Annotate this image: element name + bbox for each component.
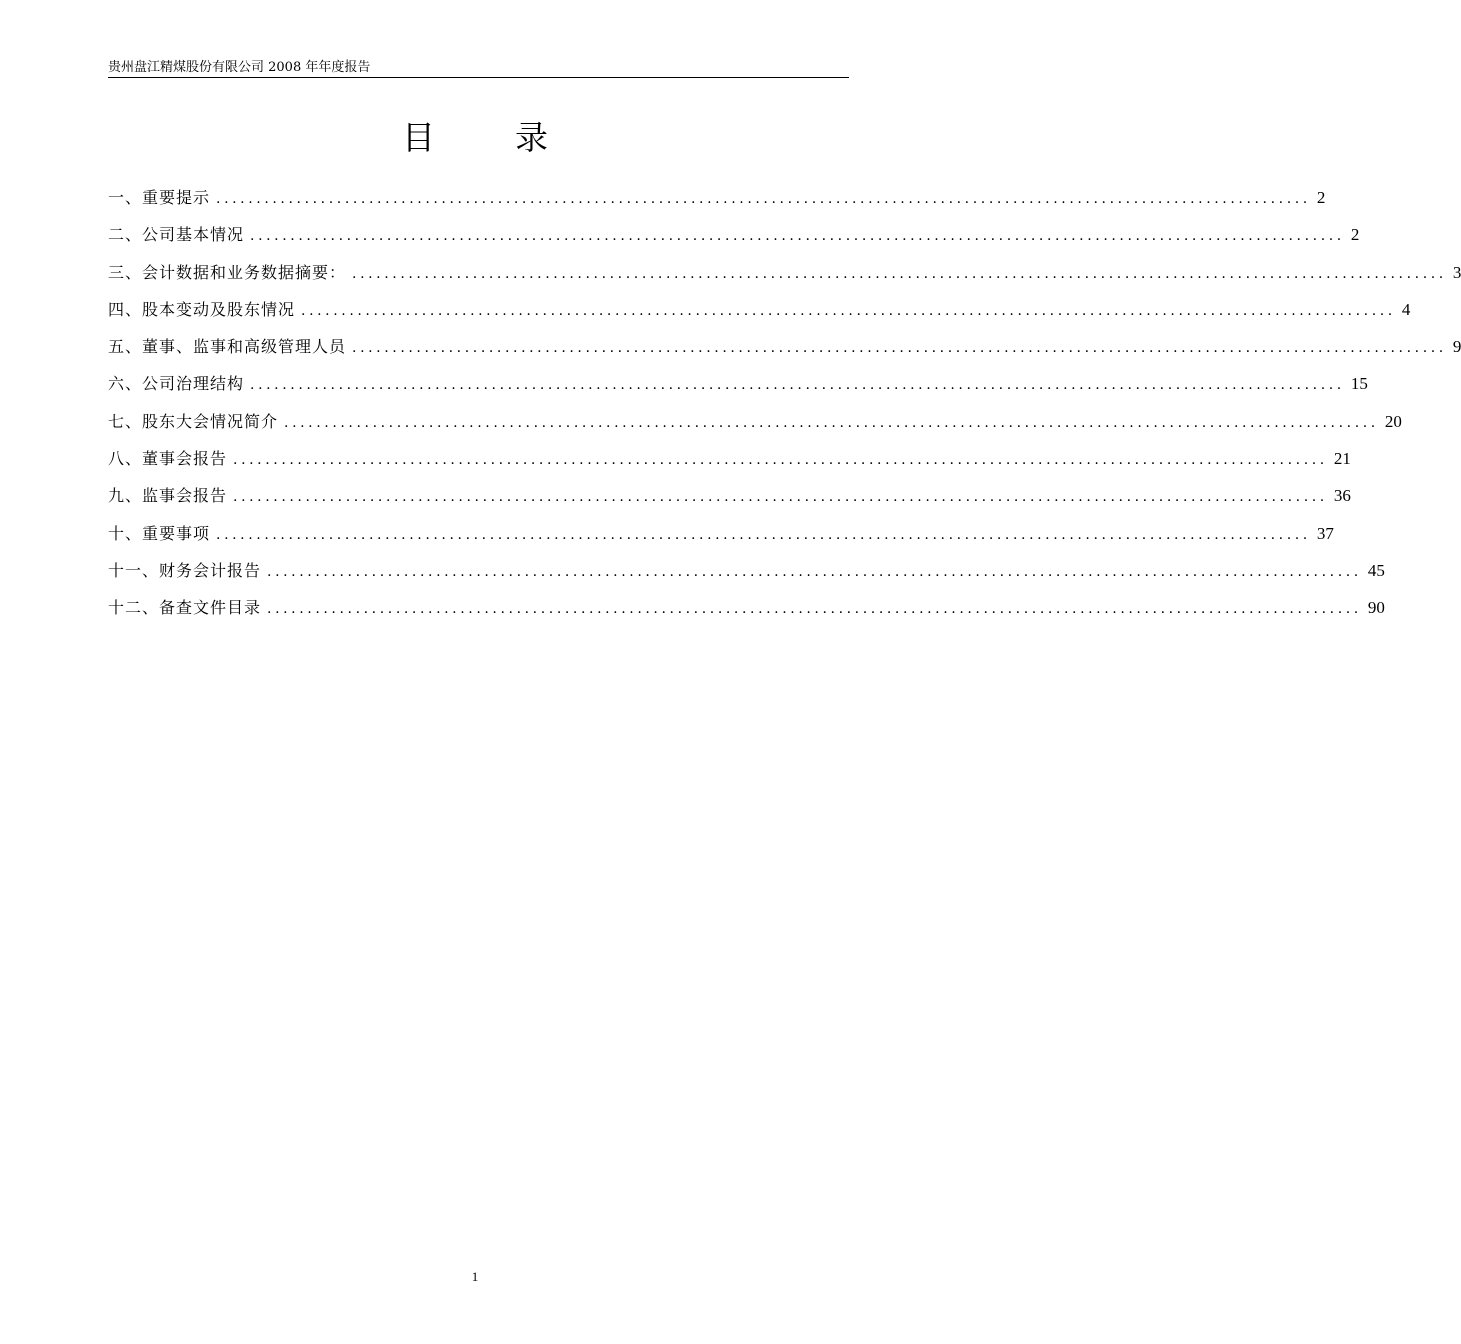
toc-leader-dots: ........................................................................................................................................: [352, 340, 1447, 357]
toc-entry-page: 45: [1367, 560, 1385, 580]
toc-entry-page: 90: [1367, 598, 1385, 618]
toc-entry-page: 15: [1350, 374, 1368, 394]
toc-entry-page: 2: [1316, 188, 1326, 207]
toc-leader-dots: ........................................................................................................................................: [250, 228, 1345, 245]
toc-entry[interactable]: [108, 552, 1385, 589]
document-header: 贵州盘江精煤股份有限公司 2008 年年度报告: [108, 60, 371, 75]
toc-entry-label: 四、股本变动及股东情况: [108, 299, 296, 319]
toc-entry[interactable]: [108, 515, 1334, 552]
toc-title: 目录: [402, 118, 628, 157]
toc-leader-dots: ........................................................................................................................................: [352, 265, 1447, 282]
toc-leader-dots: ........................................................................................................................................: [301, 302, 1396, 319]
toc-entry-page: 37: [1316, 523, 1334, 543]
toc-entry-label: 十、重要事项: [108, 523, 211, 543]
header-divider: [108, 77, 849, 78]
toc-entry-page: 3: [1452, 262, 1461, 282]
toc-entry-page: 4: [1401, 299, 1411, 319]
toc-leader-dots: ........................................................................................................................................: [233, 452, 1328, 469]
toc-entry-page: 20: [1384, 411, 1402, 431]
toc-entry[interactable]: [108, 254, 1461, 291]
toc-leader-dots: ........................................................................................................................................: [216, 526, 1311, 543]
toc-leader-dots: ........................................................................................................................................: [233, 489, 1328, 506]
toc-entry-label: 八、董事会报告: [108, 449, 228, 469]
toc-entry-label: 三、会计数据和业务数据摘要：: [108, 262, 347, 282]
toc-entry[interactable]: [108, 477, 1351, 514]
toc-entry-label: 七、股东大会情况简介: [108, 411, 279, 431]
toc-entry-page: 21: [1333, 449, 1351, 469]
toc-entry-page: 2: [1350, 225, 1360, 245]
toc-entry[interactable]: [108, 179, 1326, 216]
toc-entry-label: 十二、备查文件目录: [108, 598, 262, 618]
toc-entry[interactable]: [108, 403, 1402, 440]
toc-entry-label: 六、公司治理结构: [108, 374, 245, 394]
toc-entry-label: 一、重要提示: [108, 188, 211, 207]
toc-entry-page: 36: [1333, 486, 1351, 506]
table-of-contents: [108, 179, 1461, 627]
toc-leader-dots: ........................................................................................................................................: [216, 191, 1311, 207]
toc-entry[interactable]: [108, 440, 1351, 477]
toc-leader-dots: ........................................................................................................................................: [284, 414, 1379, 431]
toc-entry-page: 9: [1452, 337, 1461, 357]
toc-entry[interactable]: [108, 365, 1368, 402]
toc-leader-dots: ........................................................................................................................................: [250, 377, 1345, 394]
toc-entry-label: 十一、财务会计报告: [108, 560, 262, 580]
toc-leader-dots: ........................................................................................................................................: [267, 563, 1362, 580]
toc-entry[interactable]: [108, 328, 1461, 365]
toc-entry-label: 九、监事会报告: [108, 486, 228, 506]
toc-entry[interactable]: [108, 589, 1385, 626]
toc-entry[interactable]: [108, 291, 1411, 328]
toc-entry-label: 二、公司基本情况: [108, 225, 245, 245]
toc-entry[interactable]: [108, 216, 1360, 253]
toc-entry-label: 五、董事、监事和高级管理人员: [108, 337, 347, 357]
toc-leader-dots: ........................................................................................................................................: [267, 601, 1362, 618]
page-number: 1: [471, 1269, 479, 1284]
